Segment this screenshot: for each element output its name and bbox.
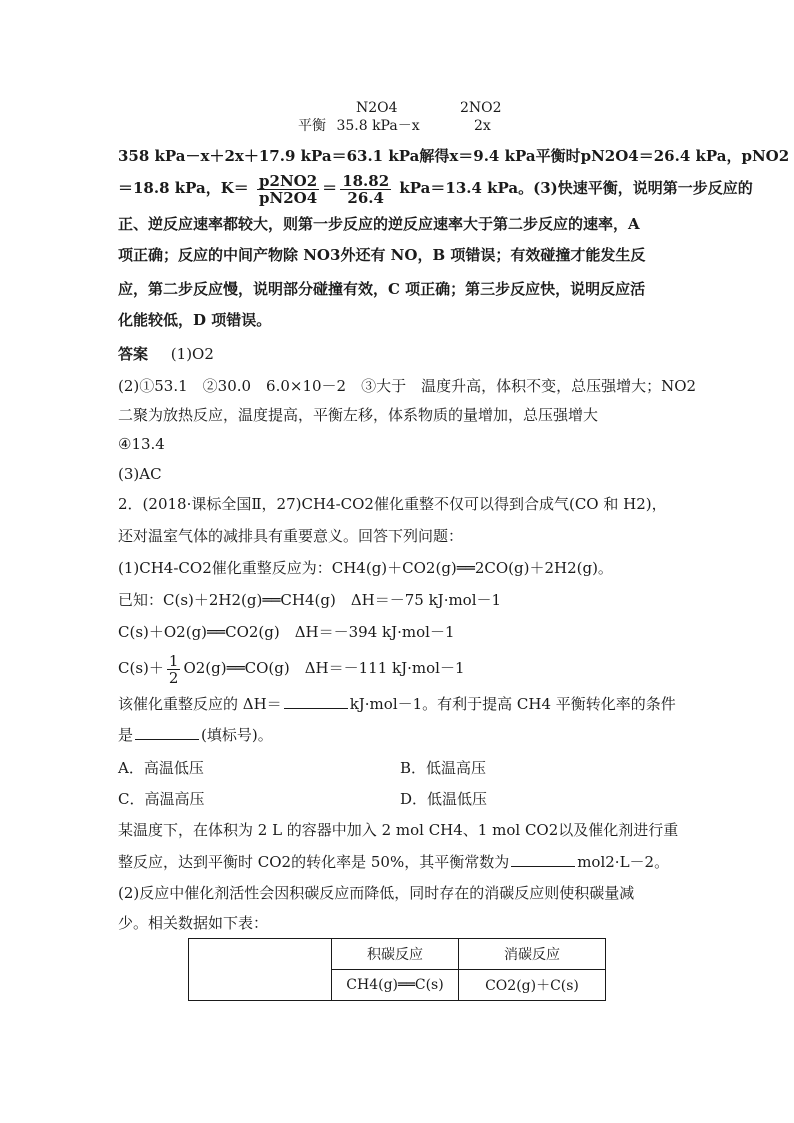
ask-delta-h-b: kJ·mol－1。有利于提高 CH4 平衡转化率的条件	[349, 695, 676, 713]
solution-line-2-suffix: kPa＝13.4 kPa。(3)快速平衡，说明第一步反应的	[399, 179, 753, 197]
q2-part-2-line-1: (2)反应中催化剂活性会因积碳反应而降低，同时存在的消碳反应则使积碳量减	[118, 884, 635, 902]
kp-expression	[257, 173, 319, 206]
species-no2: 2NO2	[460, 100, 502, 116]
solution-line-6: 化能较低，D 项错误。	[118, 311, 272, 329]
condition-blank[interactable]	[135, 725, 199, 740]
answer-2b: 二聚为放热反应，温度提高，平衡左移，体系物质的量增加，总压强增大	[118, 406, 599, 424]
header-carbon-elimination: 消碳反应	[459, 939, 606, 970]
species-n2o4: N2O4	[356, 100, 398, 116]
q2-intro-2: 还对温室气体的减排具有重要意义。回答下列问题：	[118, 527, 464, 545]
ask-condition-b: (填标号)。	[201, 726, 273, 744]
header-carbon-deposition: 积碳反应	[332, 939, 459, 970]
delta-h-blank[interactable]	[284, 694, 348, 709]
ask-delta-h	[118, 694, 676, 714]
kp-num: p2NO2	[259, 171, 318, 190]
options-row-1	[118, 758, 487, 778]
solution-line-2: ＝18.8 kPa，K＝ $\frac{p2NO2}{pN2O4}$ ＝ $\frac{18.82}{26.4}$ kPa＝13.4 kPa。(3)快速平衡，说明第一步反应的	[118, 171, 753, 207]
ask-delta-h-a: 该催化重整反应的 ΔH＝	[118, 695, 282, 713]
q2-intro-1: 2．(2018·课标全国Ⅱ，27)CH4-CO2催化重整不仅可以得到合成气(CO 和 H2)，	[118, 495, 667, 513]
options-row-2	[118, 789, 488, 809]
condition-line-1: 某温度下，在体积为 2 L 的容器中加入 2 mol CH4、1 mol CO2以及催化剂进行重	[118, 821, 679, 839]
known-eq-3	[118, 648, 465, 688]
known-eq-1: 已知：C(s)＋2H2(g)══CH4(g) ΔH＝－75 kJ·mol－1	[118, 591, 502, 609]
balance-label: 平衡	[298, 118, 326, 134]
known-eq-2: C(s)＋O2(g)══CO2(g) ΔH＝－394 kJ·mol－1	[118, 623, 455, 641]
table-row	[189, 939, 606, 970]
option-a: A．高温低压	[118, 759, 204, 777]
solution-line-2-prefix: ＝18.8 kPa，K＝	[118, 179, 249, 197]
kp-value-fraction	[340, 173, 391, 206]
solution-line-5: 应，第二步反应慢，说明部分碰撞有效，C 项正确；第三步反应快，说明反应活	[118, 280, 646, 298]
answer-2c: ④13.4	[118, 435, 165, 453]
answer-2: (2)①53.1 ②30.0 6.0×10－2 ③大于 温度升高，体积不变，总压强增大；NO2	[118, 377, 697, 395]
half-num: 1	[168, 651, 179, 670]
option-d: D．低温低压	[400, 790, 488, 808]
kp-value-den: 26.4	[347, 188, 384, 207]
condition-line-2-b: mol2·L－2。	[577, 853, 670, 871]
balance-left: 35.8 kPa－x	[336, 118, 420, 134]
answer-label: 答案	[118, 345, 149, 363]
q2-part-2-line-2: 少。相关数据如下表：	[118, 914, 269, 932]
k-blank[interactable]	[511, 852, 575, 867]
answer-3: (3)AC	[118, 465, 162, 483]
half-fraction	[167, 653, 181, 686]
table-corner-cell	[189, 939, 332, 1001]
solution-line-1: 358 kPa－x＋2x＋17.9 kPa＝63.1 kPa解得x＝9.4 kPa平衡时pN2O4＝26.4 kPa，pNO2	[118, 147, 790, 165]
condition-line-2	[118, 852, 669, 872]
option-b: B．低温高压	[400, 759, 487, 777]
eq-balance-row	[298, 116, 491, 136]
answer-1: (1)O2	[170, 345, 214, 363]
known-eq-3-suffix: O2(g)══CO(g) ΔH＝－111 kJ·mol－1	[183, 659, 465, 677]
condition-line-2-a: 整反应，达到平衡时 CO2的转化率是 50%，其平衡常数为	[118, 853, 510, 871]
answer-line-1	[118, 344, 214, 364]
kp-den: pN2O4	[259, 188, 318, 207]
solution-line-3: 正、逆反应速率都较大，则第一步反应的逆反应速率大于第二步反应的速率，A	[118, 215, 640, 233]
reaction-elimination: CO2(g)＋C(s)	[459, 970, 606, 1001]
ask-condition	[118, 725, 273, 745]
q2-part-1: (1)CH4-CO2催化重整反应为：CH4(g)＋CO2(g)══2CO(g)＋2H2(g)。	[118, 559, 613, 577]
ask-condition-a: 是	[118, 726, 134, 744]
known-eq-3-prefix: C(s)＋	[118, 659, 164, 677]
half-den: 2	[168, 668, 179, 687]
eq-species-row	[356, 98, 502, 118]
reaction-deposition: CH4(g)══C(s)	[332, 970, 459, 1001]
option-c: C．高温高压	[118, 790, 205, 808]
solution-line-4: 项正确；反应的中间产物除 NO3外还有 NO，B 项错误；有效碰撞才能发生反	[118, 246, 646, 264]
kp-value-num: 18.82	[342, 171, 390, 190]
reaction-table	[188, 938, 606, 1001]
balance-right: 2x	[474, 118, 491, 134]
